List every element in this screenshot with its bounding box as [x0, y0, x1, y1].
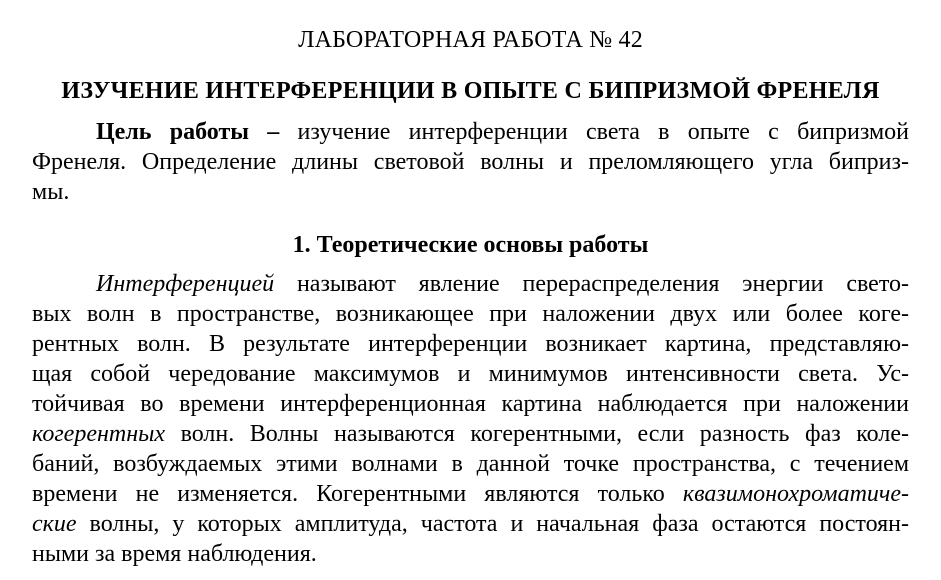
goal-paragraph: [32, 117, 909, 207]
lab-title: ЛАБОРАТОРНАЯ РАБОТА № 42: [298, 27, 643, 53]
term-interference: Интерференцией: [96, 271, 275, 297]
term-quasimono-2: ские: [32, 511, 77, 537]
theory-line-8: [32, 479, 909, 509]
theory-line-5: тойчивая во времени интерференционная картина наблюдается при наложении: [32, 391, 909, 417]
theory-line-1: [32, 269, 909, 299]
main-title: ИЗУЧЕНИЕ ИНТЕРФЕРЕНЦИИ В ОПЫТЕ С БИПРИЗМОЙ ФРЕНЕЛЯ: [61, 78, 880, 104]
goal-line-3: мы.: [32, 179, 70, 205]
goal-text-1: изучение интерференции света в опыте с бипризмой: [279, 119, 909, 145]
theory-text-8: времени не изменяется. Когерентными являются только: [32, 481, 683, 507]
theory-text-6: волн. Волны называются когерентными, если разность фаз коле-: [165, 421, 909, 447]
theory-line-4: щая собой чередование максимумов и минимумов интенсивности света. Ус-: [32, 361, 909, 387]
theory-paragraph: [32, 269, 909, 569]
theory-text-9: волны, у которых амплитуда, частота и начальная фаза остаются постоян-: [76, 511, 909, 537]
section-title: 1. Теоретические основы работы: [292, 232, 649, 258]
theory-text-1: называют явление перераспределения энергии свето-: [274, 271, 909, 297]
goal-label: Цель работы –: [96, 119, 280, 145]
term-coherent: когерентных: [32, 421, 166, 447]
term-quasimono-1: квазимонохроматиче-: [682, 481, 909, 507]
theory-line-6: [32, 419, 909, 449]
theory-line-2: вых волн в пространстве, возникающее при наложении двух или более коге-: [32, 301, 909, 327]
theory-line-10: ными за время наблюдения.: [32, 541, 317, 567]
theory-line-3: рентных волн. В результате интерференции возникает картина, представляю-: [32, 331, 909, 357]
theory-line-9: [32, 509, 909, 539]
theory-line-7: баний, возбуждаемых этими волнами в данной точке пространства, с течением: [32, 451, 909, 477]
goal-line-1: [32, 117, 909, 147]
goal-line-2: Френеля. Определение длины световой волны и преломляющего угла биприз-: [32, 149, 909, 175]
